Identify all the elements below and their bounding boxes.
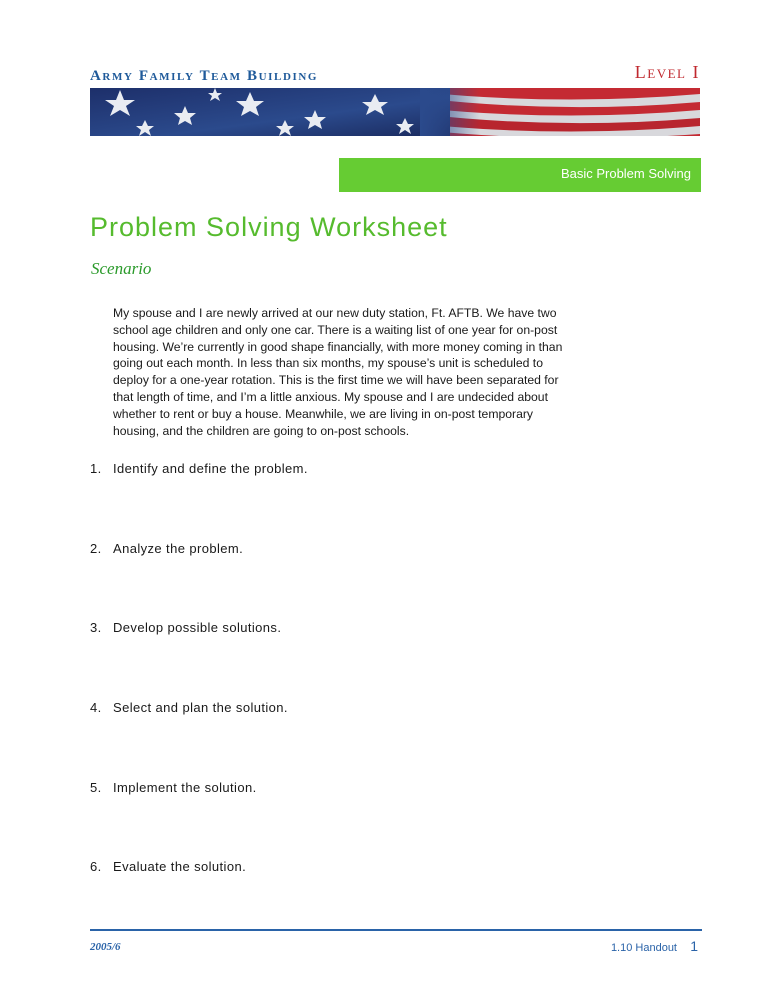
flag-banner-image [90,88,700,136]
scenario-line: whether to rent or buy a house. Meanwhile, we are living in on-post temporary [113,406,534,421]
step-item-1 [90,461,308,476]
step-item-4 [90,700,288,715]
step-number: 3. [90,620,102,635]
step-text: Identify and define the problem. [113,461,308,476]
step-text: Analyze the problem. [113,541,244,556]
footer-divider [90,929,702,931]
page-number: 1 [690,938,698,954]
step-number: 2. [90,541,102,556]
scenario-paragraph [113,305,653,439]
scenario-line: going out each month. In less than six months, my spouse’s unit is scheduled to [113,356,543,371]
step-item-5 [90,780,257,795]
step-text: Develop possible solutions. [113,620,282,635]
step-number: 4. [90,700,102,715]
scenario-line: school age children and only one car. There is a waiting list of one year for on-post [113,322,558,337]
page-title: Problem Solving Worksheet [90,212,448,242]
step-item-3 [90,620,281,635]
section-banner [339,158,701,192]
step-item-6 [90,859,246,874]
scenario-line: deploy for a one-year rotation. This is the first time we will have been separated for [113,373,559,388]
header-brand: Army Family Team Building [90,68,319,84]
scenario-line: My spouse and I are newly arrived at our new duty station, Ft. AFTB. We have two [113,306,557,320]
step-number: 1. [90,461,102,476]
scenario-line: housing, and the children are going to on-post schools. [113,423,410,438]
header-level: Level I [634,62,700,82]
footer-handout-label: 1.10 Handout [610,942,677,954]
step-text: Evaluate the solution. [113,859,247,874]
step-text: Implement the solution. [113,780,257,795]
step-number: 6. [90,859,102,874]
scenario-line: that length of time, and I’m a little anxious. My spouse and I are undecided about [113,389,548,404]
section-label: Basic Problem Solving [560,166,691,181]
step-number: 5. [90,780,102,795]
step-item-2 [90,541,243,556]
scenario-heading: Scenario [91,259,152,278]
footer-date: 2005/6 [90,941,121,953]
scenario-line: housing. We’re currently in good shape financially, with more money coming in than [113,339,563,354]
step-text: Select and plan the solution. [113,700,288,715]
